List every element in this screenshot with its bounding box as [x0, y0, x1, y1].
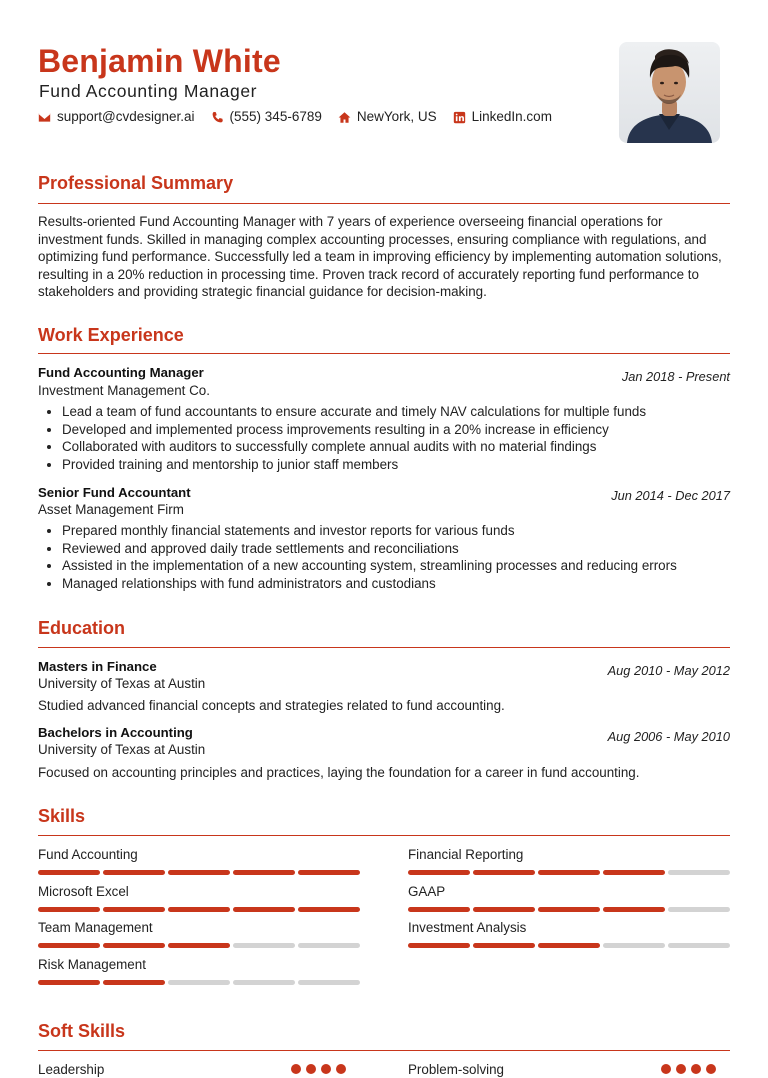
education-heading: Education [38, 618, 126, 638]
contact-phone-text: (555) 345-6789 [229, 109, 322, 124]
job-date: Jun 2014 - Dec 2017 [611, 488, 730, 503]
skill-segment-filled [103, 870, 165, 875]
job-bullets [62, 522, 730, 592]
skill-segment-empty [668, 943, 730, 948]
skill-segment-empty [603, 943, 665, 948]
skill-segment-empty [668, 907, 730, 912]
soft-skill-rating [661, 1064, 716, 1074]
skill-segment-filled [38, 870, 100, 875]
rating-dot-filled [291, 1064, 301, 1074]
contact-location-text: NewYork, US [356, 109, 437, 124]
skill-item [408, 846, 730, 880]
soft-skill-rating [291, 1064, 346, 1074]
education-description: Focused on accounting principles and practices, laying the foundation for a career in fund accounting. [38, 765, 640, 780]
skill-segment-filled [168, 870, 230, 875]
soft-skills-divider [38, 1050, 730, 1051]
education-date: Aug 2006 - May 2010 [607, 729, 730, 744]
soft-skill-item [408, 1061, 716, 1078]
skill-segment-filled [103, 980, 165, 985]
skill-item [408, 919, 730, 953]
education-date: Aug 2010 - May 2012 [607, 663, 730, 678]
skill-segment-empty [168, 980, 230, 985]
skill-level-bar [408, 907, 730, 912]
resume-header [38, 42, 730, 146]
skill-segment-filled [233, 870, 295, 875]
job-bullet: • Collaborated with auditors to successfully complete annual audits with no material findings [62, 438, 730, 456]
skill-segment-empty [298, 943, 360, 948]
skill-segment-filled [603, 907, 665, 912]
job-bullet: • Managed relationships with fund administrators and custodians [62, 575, 730, 593]
skill-name: Risk Management [38, 956, 146, 972]
job-company: Asset Management Firm [38, 502, 184, 517]
skill-segment-filled [103, 943, 165, 948]
home-icon [338, 111, 351, 124]
job-company: Investment Management Co. [38, 383, 210, 398]
education-divider [38, 647, 730, 648]
job-title: Fund Accounting Manager [38, 365, 204, 380]
skill-item [38, 919, 360, 953]
summary-divider [38, 203, 730, 204]
skill-segment-filled [538, 907, 600, 912]
contact-list [38, 108, 552, 126]
skill-level-bar [38, 943, 360, 948]
skill-segment-filled [298, 870, 360, 875]
soft-skill-item [38, 1061, 346, 1078]
skills-heading: Skills [38, 806, 86, 826]
skill-segment-filled [408, 870, 470, 875]
skill-item [38, 883, 360, 917]
skill-segment-filled [298, 907, 360, 912]
rating-dot-filled [336, 1064, 346, 1074]
rating-dot-filled [661, 1064, 671, 1074]
job-title: Senior Fund Accountant [38, 485, 191, 500]
candidate-name: Benjamin White [38, 43, 281, 79]
skill-segment-filled [538, 943, 600, 948]
rating-dot-filled [321, 1064, 331, 1074]
profile-photo [619, 42, 720, 143]
envelope-icon [38, 111, 51, 124]
job-bullet: • Prepared monthly financial statements and investor reports for various funds [62, 522, 730, 540]
experience-heading: Work Experience [38, 325, 184, 345]
skill-level-bar [38, 907, 360, 912]
summary-heading: Professional Summary [38, 173, 234, 193]
skills-divider [38, 835, 730, 836]
school-name: University of Texas at Austin [38, 676, 206, 691]
rating-dot-filled [691, 1064, 701, 1074]
skill-item [38, 956, 360, 990]
skill-name: Investment Analysis [408, 920, 527, 935]
job-bullets [62, 403, 730, 473]
experience-divider [38, 353, 730, 354]
skill-segment-empty [668, 870, 730, 875]
resume-page [38, 0, 730, 1078]
skill-level-bar [408, 870, 730, 875]
contact-email[interactable] [38, 108, 195, 126]
job-bullet: • Developed and implemented process improvements resulting in a 20% increase in efficiency [62, 421, 730, 439]
education-description: Studied advanced financial concepts and strategies related to fund accounting. [38, 698, 505, 713]
skill-segment-filled [233, 907, 295, 912]
skill-segment-filled [38, 907, 100, 912]
skill-level-bar [408, 943, 730, 948]
summary-text: Results-oriented Fund Accounting Manager with 7 years of experience overseeing financial operations for investment funds. Skilled in managing complex accounting processes, ensuring compliance with regulations, and optimizing fund performance. Successfully led a team in improving efficiency by implementing automation solutions, resulting in a 20% reduction in processing time. Proven track record of accurately reporting fund performance to stakeholders and providing strategic financial guidance for decision-making. [38, 214, 722, 299]
skill-item [38, 846, 360, 880]
contact-linkedin-text: LinkedIn.com [471, 109, 552, 124]
skill-segment-filled [408, 907, 470, 912]
job-bullet: • Assisted in the implementation of a new accounting system, streamlining processes and reducing errors [62, 557, 730, 575]
school-name: University of Texas at Austin [38, 742, 206, 757]
skill-segment-filled [408, 943, 470, 948]
contact-email-text: support@cvdesigner.ai [57, 109, 195, 124]
phone-icon [211, 111, 224, 124]
rating-dot-filled [306, 1064, 316, 1074]
job-date: Jan 2018 - Present [621, 369, 730, 384]
skill-name: Team Management [38, 920, 153, 935]
skill-name: Fund Accounting [38, 847, 138, 862]
skill-segment-filled [168, 907, 230, 912]
skill-segment-filled [168, 943, 230, 948]
rating-dot-filled [676, 1064, 686, 1074]
skill-segment-empty [298, 980, 360, 985]
skill-segment-filled [603, 870, 665, 875]
degree-title: Masters in Finance [38, 659, 157, 674]
skill-segment-filled [103, 907, 165, 912]
skill-segment-filled [38, 980, 100, 985]
contact-linkedin[interactable] [453, 108, 552, 126]
degree-title: Bachelors in Accounting [38, 725, 193, 740]
soft-skill-name: Leadership [38, 1062, 105, 1077]
skill-segment-empty [233, 943, 295, 948]
job-bullet: • Reviewed and approved daily trade settlements and reconciliations [62, 540, 730, 558]
skill-name: Financial Reporting [408, 847, 524, 862]
contact-phone[interactable] [211, 108, 322, 126]
skill-segment-filled [473, 907, 535, 912]
job-bullet: • Provided training and mentorship to junior staff members [62, 456, 730, 474]
skill-segment-filled [538, 870, 600, 875]
job-bullet: • Lead a team of fund accountants to ensure accurate and timely NAV calculations for multiple funds [62, 403, 730, 421]
skill-name: GAAP [408, 883, 446, 899]
candidate-title: Fund Accounting Manager [39, 81, 258, 101]
skill-level-bar [38, 980, 360, 985]
skill-segment-empty [233, 980, 295, 985]
skill-segment-filled [473, 943, 535, 948]
skill-name: Microsoft Excel [38, 883, 129, 899]
linkedin-icon [453, 111, 466, 124]
skill-segment-filled [473, 870, 535, 875]
contact-location[interactable] [338, 108, 437, 126]
skill-level-bar [38, 870, 360, 875]
rating-dot-filled [706, 1064, 716, 1074]
soft-skills-heading: Soft Skills [38, 1021, 126, 1041]
skill-item [408, 883, 730, 917]
soft-skill-name: Problem-solving [408, 1062, 505, 1077]
skill-segment-filled [38, 943, 100, 948]
